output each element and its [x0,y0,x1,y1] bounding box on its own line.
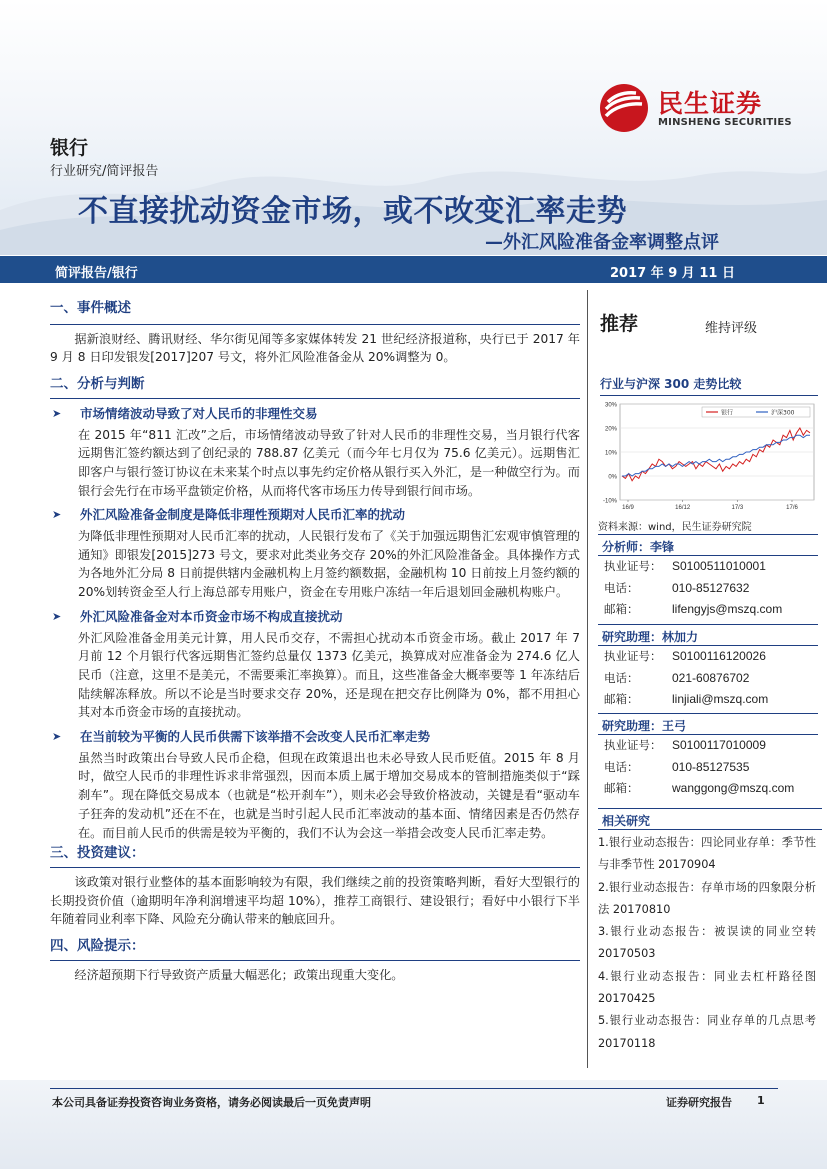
column-divider [587,290,588,1068]
footer-label: 证券研究报告 [666,1096,732,1109]
related-item[interactable]: 1.银行业动态报告：四论同业存单：季节性与非季节性 20170904 [598,836,816,872]
analyst-email-row [598,599,818,621]
bullet-title: 外汇风险准备金制度是降低非理性预期对人民币汇率的扰动 [80,507,406,523]
analyst-phone-row [598,578,818,600]
triangle-bullet-icon: ➤ [52,508,62,522]
bullet-text: 外汇风险准备金用美元计算，用人民币交存，不需担心扰动本币资金市场。截止 2017 年 7 月前 12 个月银行代客远期售汇签约总量仅 1373 亿美元，换算成对应准备金为 274.6 亿人民币（注意，这里不是美元，不需要乘汇率换算）。而且，这些准备金大概率要等 1 年冻结后陆续解冻释放。所以不论是当时要求交存 20%，还是现在把交存比例降为 0%，都不用担心其对本币资金市场的直接扰动。 [78,630,580,720]
field-label: 执业证号： [604,649,662,663]
section-title: 二、分析与判断 [50,373,580,399]
field-label: 邮箱： [604,602,639,616]
analyst-email-row [598,778,818,800]
phone-number: 010-85127535 [672,759,750,774]
related-item[interactable]: 3.银行业动态报告：被误读的同业空转 20170503 [598,925,816,961]
bullet-heading [50,405,580,424]
cert-number: S0100116120026 [672,649,766,663]
related-research-list [598,832,816,1055]
y-tick-label: 30% [604,402,617,409]
related-item[interactable]: 2.银行业动态报告：存单市场的四象限分析法 20170810 [598,880,816,916]
analyst-email-row [598,689,818,711]
section-title: 一、事件概述 [50,297,580,325]
section-title: 三、投资建议： [50,842,580,868]
bullet-text: 虽然当时政策出台导致人民币企稳，但现在政策退出也未必导致人民币贬值。2015 年 8 月时，做空人民币的非理性诉求非常强烈，因而本质上属于增加交易成本的管制措施类似于“踩刹车”。现在降低交易成本（也就是“松开刹车”），则未必会导致价格波动，关键是看“驱动车子狂奔的发动机”还在不在，也就是当时引起人民币汇率波动的基本面、情绪因素是否仍然存在。而目前人民币的供需是较为平衡的，我们不认为会这一举措会改变人民币汇率走势。 [78,750,580,840]
report-type: 行业研究/简评报告 [50,164,159,179]
field-label: 电话： [604,759,639,774]
y-tick-label: 10% [604,450,617,457]
header-bar-category: 简评报告/银行 [55,266,138,281]
analyst-cert-row [598,556,818,578]
analyst-cert-row [598,646,818,668]
email-link[interactable]: linjiali@mszq.com [672,692,769,706]
analyst-phone-row [598,668,818,690]
bullet-text: 为降低非理性预期对人民币汇率的扰动，人民银行发布了《关于加强远期售汇宏观审慎管理的通知》即银发[2015]273 号文，要求对此类业务交存 20%的外汇风险准备金。具体操作方式为各地外汇分局 8 日前提供辖内金融机构上月签约额数据，金融机构 10 日前按上月签约额的 20%划转资金至人行上海总部专用账户，资金在专用账户冻结一年后退划回金融机构账户。 [78,529,580,600]
analyst-block [598,624,818,711]
email-link[interactable]: wanggong@mszq.com [672,781,795,795]
comparison-chart [598,398,818,518]
rating-label: 维持评级 [705,321,758,336]
related-item[interactable]: 5.银行业动态报告：同业存单的几点思考 20170118 [598,1014,816,1050]
sector-label: 银行 [50,137,89,159]
analyst-phone-row [598,757,818,779]
legend-label: 银行 [721,409,734,417]
field-label: 邮箱： [604,692,639,706]
bullet-title: 市场情绪波动导致了对人民币的非理性交易 [80,405,318,421]
section-text: 该政策对银行业整体的基本面影响较为有限，我们继续之前的投资策略判断，看好大型银行的长期投资价值（逾期明年净利润增速平均超 10%），推荐工商银行、建设银行；看好中小银行下半年随着同业利率下降、风险充分确认带来的触底回升。 [50,874,580,927]
page-title: 不直接扰动资金市场，或不改变汇率走势 [78,194,627,229]
analyst-title: 研究助理：王弓 [598,713,818,735]
section-title: 四、风险提示： [50,935,580,961]
related-item[interactable]: 4.银行业动态报告：同业去杠杆路径图 20170425 [598,969,816,1006]
phone-number: 021-60876702 [672,670,750,685]
section-text: 据新浪财经、腾讯财经、华尔街见闻等多家媒体转发 21 世纪经济报道称，央行已于 2017 年 9 月 8 日印发银发[2017]207 号文，将外汇风险准备金从 20%调整为 0。 [50,331,580,365]
main-column [50,297,580,991]
x-tick-label: 16/12 [675,505,691,511]
section-text: 经济超预期下行导致资产质量大幅恶化；政策出现重大变化。 [74,967,404,982]
legend-label: 沪深300 [771,409,795,417]
footer-divider [50,1088,778,1089]
cert-number: S0100117010009 [672,738,766,752]
footer-disclaimer: 本公司具备证券投资咨询业务资格，请务必阅读最后一页免责声明 [52,1096,371,1109]
y-tick-label: 20% [604,426,617,433]
y-tick-label: 0% [608,474,617,481]
analyst-title: 分析师：李锋 [598,534,818,556]
triangle-bullet-icon: ➤ [52,730,62,744]
report-date: 2017 年 9 月 11 日 [610,266,735,281]
page-number: 1 [757,1094,765,1107]
recommendation-label: 推荐 [600,313,639,335]
analyst-title: 研究助理：林加力 [598,624,818,646]
field-label: 执业证号： [604,559,662,573]
chart-title: 行业与沪深 300 走势比较 [600,372,818,396]
page-subtitle: —外汇风险准备金率调整点评 [485,232,719,253]
y-tick-label: -10% [602,498,617,505]
brand-name-en: MINSHENG SECURITIES [658,117,792,128]
triangle-bullet-icon: ➤ [52,406,62,420]
phone-number: 010-85127632 [672,580,750,595]
cert-number: S0100511010001 [672,559,766,573]
analyst-block [598,534,818,621]
bullet-title: 在当前较为平衡的人民币供需下该举措不会改变人民币汇率走势 [80,729,431,745]
field-label: 执业证号： [604,738,662,752]
bullet-text: 在 2015 年“811 汇改”之后，市场情绪波动导致了针对人民币的非理性交易，当月银行代客远期售汇签约额达到了创纪录的 788.87 亿美元（而今年七月仅为 75.6 亿美元）。远期售汇即客户与银行签订协议在未来某个时点以事先约定价格从银行买入外汇，是一种做空行为。而银行会先行在市场平盘锁定价格，从而将代客市场压力传导到银行间市场。 [78,427,580,498]
x-tick-label: 17/6 [786,505,798,511]
field-label: 电话： [604,580,639,595]
x-tick-label: 17/3 [731,505,744,511]
chart-source: 资料来源：wind，民生证券研究院 [598,522,752,533]
analyst-cert-row [598,735,818,757]
analyst-block [598,713,818,800]
field-label: 邮箱： [604,781,639,795]
x-tick-label: 16/9 [622,505,634,511]
related-research-title: 相关研究 [598,808,822,830]
triangle-bullet-icon: ➤ [52,609,62,623]
brand-name-cn: 民生证券 [658,89,763,118]
bullet-heading [50,608,580,627]
bullet-heading [50,506,580,525]
email-link[interactable]: lifengyjs@mszq.com [672,602,783,616]
bullet-title: 外汇风险准备金对本币资金市场不构成直接扰动 [80,608,343,624]
bullet-heading [50,728,580,747]
field-label: 电话： [604,670,639,685]
